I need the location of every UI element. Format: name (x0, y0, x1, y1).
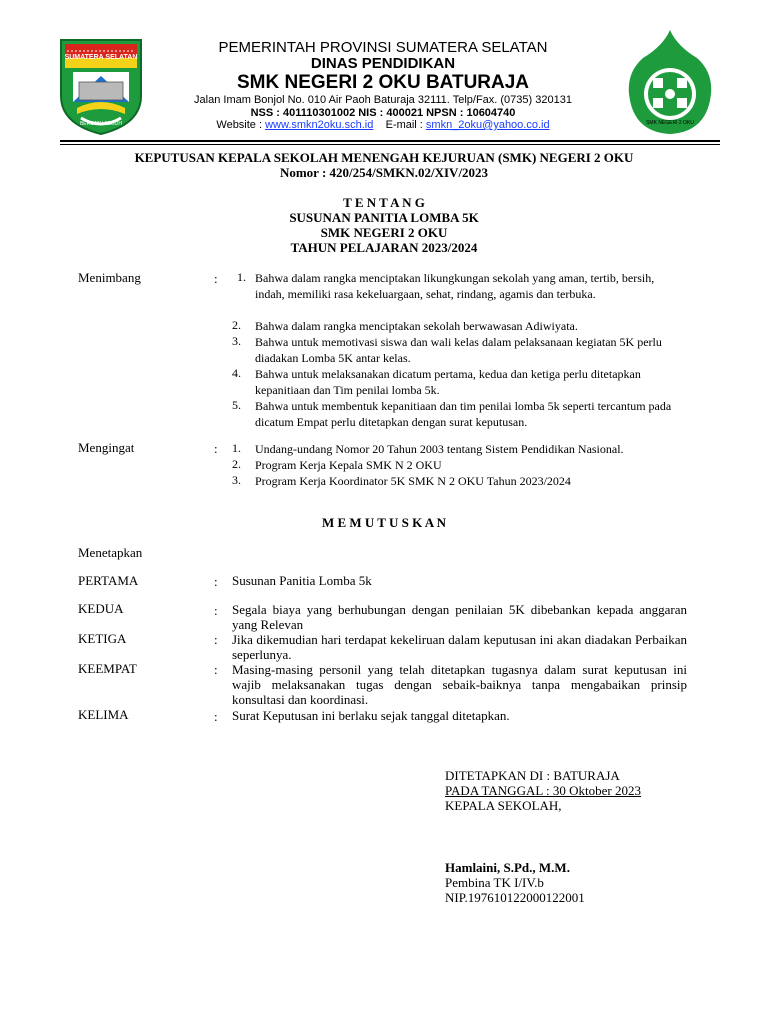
diktum-label: KEEMPAT (78, 661, 137, 676)
diktum-text: Jika dikemudian hari terdapat kekeliruan dalam keputusan ini akan diadakan Perbaikan seperlunya. (232, 632, 687, 662)
diktum-label: KELIMA (78, 707, 129, 722)
mengingat-label: Mengingat (78, 440, 135, 455)
menimbang-colon: : (214, 271, 218, 286)
diktum-label: KEDUA (78, 601, 124, 616)
mengingat-item-number: 2. (232, 457, 241, 471)
letterhead-address: Jalan Imam Bonjol No. 010 Air Paoh Baturaja 32111. Telp/Fax. (0735) 320131 (194, 94, 572, 106)
letterhead-government: PEMERINTAH PROVINSI SUMATERA SELATAN (218, 39, 548, 56)
mengingat-item-number: 1. (232, 441, 241, 455)
letterhead-contact (150, 120, 616, 131)
signature-position: KEPALA SEKOLAH, (445, 798, 562, 813)
menimbang-item-number: 1. (237, 270, 246, 284)
mengingat-item-number: 3. (232, 473, 241, 487)
menimbang-item-number: 5. (232, 398, 241, 412)
diktum-text: Segala biaya yang berhubungan dengan penilaian 5K dibebankan kepada anggaran yang Relevan (232, 602, 687, 632)
diktum-text: Susunan Panitia Lomba 5k (232, 573, 372, 588)
signer-nip: NIP.197610122000122001 (445, 890, 585, 905)
tentang-line-3: TAHUN PELAJARAN 2023/2024 (290, 240, 478, 255)
tentang-line-1: SUSUNAN PANITIA LOMBA 5K (289, 210, 479, 225)
menimbang-item: Bahwa dalam rangka menciptakan sekolah berwawasan Adiwiyata. (255, 319, 578, 333)
diktum-colon: : (214, 662, 218, 677)
letterhead-school-name: SMK NEGERI 2 OKU BATURAJA (236, 72, 530, 93)
mengingat-item: Program Kerja Koordinator 5K SMK N 2 OKU Tahun 2023/2024 (255, 474, 571, 488)
menimbang-item: Bahwa untuk memotivasi siswa dan wali kelas dalam pelaksanaan kegiatan 5K perlu diadakan Lomba 5K antar kelas. (255, 335, 662, 365)
signature-place: DITETAPKAN DI : BATURAJA (445, 768, 620, 783)
mengingat-item: Program Kerja Kepala SMK N 2 OKU (255, 458, 442, 472)
website-label: Website : (216, 119, 266, 131)
diktum-text: Masing-masing personil yang telah ditetapkan tugasnya dalam surat keputusan ini wajib melaksanakan tugas dengan sebaik-baiknya tanpa mengabaikan prinsip konsultasi dan koordinasi. (232, 662, 687, 707)
tentang-heading: T E N T A N G (343, 195, 425, 210)
memutuskan-heading: M E M U T U S K A N (321, 515, 447, 530)
letterhead-agency: DINAS PENDIDIKAN (310, 55, 456, 72)
menimbang-label: Menimbang (78, 270, 141, 285)
menimbang-item-number: 4. (232, 366, 241, 380)
school-emblem-text: SMK NEGERI 2 OKU (646, 120, 694, 126)
signature-date: PADA TANGGAL : 30 Oktober 2023 (445, 783, 642, 798)
menimbang-item-number: 2. (232, 318, 241, 332)
mengingat-item: Undang-undang Nomor 20 Tahun 2003 tentang Sistem Pendidikan Nasional. (255, 442, 624, 456)
menimbang-item: Bahwa dalam rangka menciptakan likungkungan sekolah yang aman, tertib, bersih, indah, memiliki rasa kekeluargaan, sehat, rindang, agamis dan terbuka. (255, 271, 655, 301)
decree-number: Nomor : 420/254/SMKN.02/XIV/2023 (279, 165, 489, 180)
signer-name: Hamlaini, S.Pd., M.M. (445, 860, 570, 875)
decree-title: KEPUTUSAN KEPALA SEKOLAH MENENGAH KEJURUAN (SMK) NEGERI 2 OKU (134, 150, 634, 165)
menimbang-item: Bahwa untuk membentuk kepanitiaan dan tim penilai lomba 5k seperti tercantum pada dicatum Empat perlu ditetapkan dengan surat keputusan. (255, 399, 672, 429)
menimbang-item: Bahwa untuk melaksanakan dicatum pertama, kedua dan ketiga perlu ditetapkan kepanitiaan dan Tim penilai lomba 5k. (255, 367, 641, 397)
mengingat-colon: : (214, 441, 218, 456)
tentang-line-2: SMK NEGERI 2 OKU (320, 225, 448, 240)
province-emblem-motto: BERSATU TEGUH (79, 121, 123, 127)
diktum-colon: : (214, 632, 218, 647)
letterhead-divider-thin (60, 144, 720, 145)
letterhead-ids: NSS : 401110301002 NIS : 400021 NPSN : 10604740 (250, 107, 516, 119)
diktum-text: Surat Keputusan ini berlaku sejak tanggal ditetapkan. (232, 708, 510, 723)
diktum-colon: : (214, 603, 218, 618)
email-link[interactable]: smkn_2oku@yahoo.co.id (425, 119, 550, 131)
menimbang-item-number: 3. (232, 334, 241, 348)
diktum-colon: : (214, 709, 218, 724)
menetapkan-label: Menetapkan (78, 545, 143, 560)
diktum-label: PERTAMA (78, 573, 139, 588)
province-emblem-top-text: SUMATERA SELATAN (64, 54, 138, 61)
signer-rank: Pembina TK I/IV.b (445, 875, 544, 890)
diktum-label: KETIGA (78, 631, 127, 646)
diktum-colon: : (214, 574, 218, 589)
letterhead-divider-thick (60, 140, 720, 142)
website-link[interactable]: www.smkn2oku.sch.id (265, 119, 374, 131)
email-label: E-mail : (385, 119, 426, 131)
